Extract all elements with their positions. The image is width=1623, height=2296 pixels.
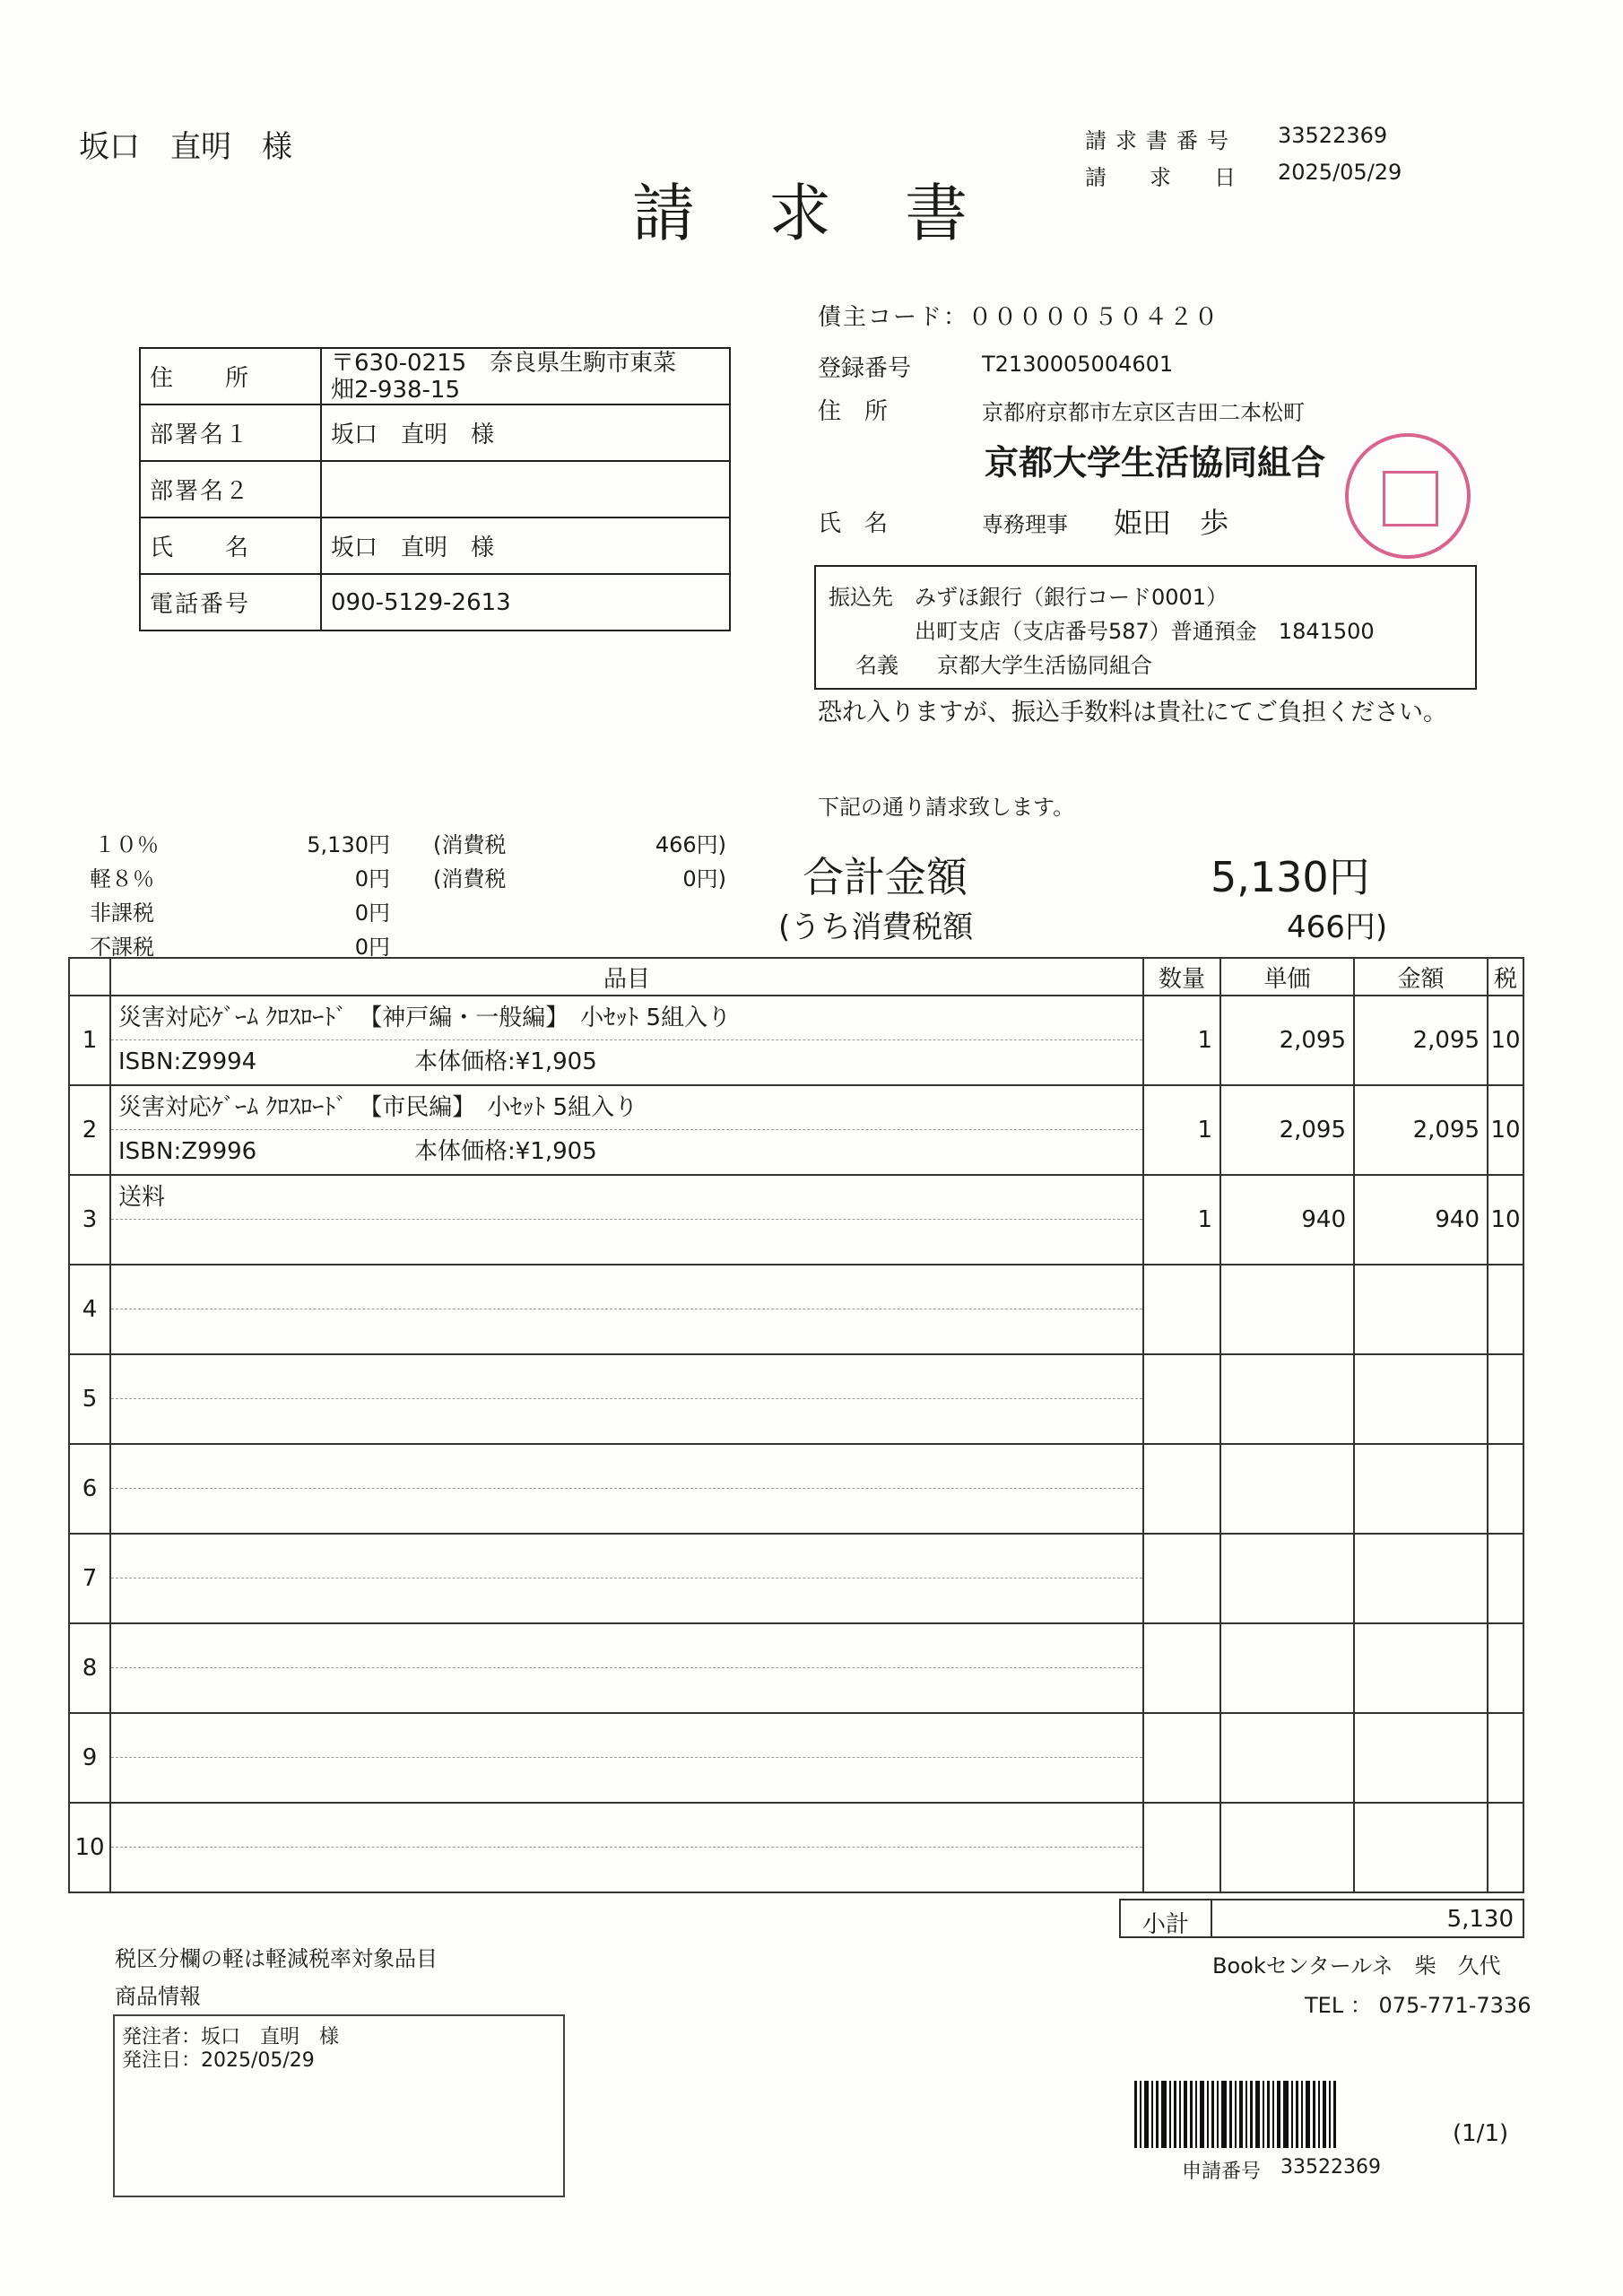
desc-line2 xyxy=(111,1220,1142,1264)
barcode-bar xyxy=(1318,2081,1320,2148)
fee-note: 恐れ入りますが、振込手数料は貴社にてご負担ください。 xyxy=(818,699,1447,726)
issuer-address-label: 住 所 xyxy=(818,398,889,425)
barcode-bar xyxy=(1221,2081,1227,2148)
row-amount xyxy=(1354,1803,1488,1892)
request-note: 下記の通り請求致します。 xyxy=(818,795,1075,820)
row-qty xyxy=(1143,1623,1220,1713)
barcode-bar xyxy=(1296,2081,1298,2148)
account-name: 京都大学生活協同組合 xyxy=(937,653,1152,678)
account-name-label: 名義 xyxy=(855,653,898,678)
customer-label: 部署名２ xyxy=(140,461,321,517)
barcode-bar xyxy=(1140,2081,1141,2148)
tax-amount: 5,130円 xyxy=(307,832,390,857)
row-qty xyxy=(1143,1534,1220,1623)
row-unit-price xyxy=(1220,1534,1354,1623)
row-qty: 1 xyxy=(1143,1085,1220,1175)
desc-line1 xyxy=(111,1535,1142,1578)
store-name: Bookセンタールネ 柴 久代 xyxy=(1212,1953,1501,1979)
row-qty: 1 xyxy=(1143,1175,1220,1265)
barcode-bar xyxy=(1239,2081,1243,2148)
row-unit-price: 2,095 xyxy=(1220,996,1354,1085)
customer-name: 坂口 直明 様 xyxy=(79,129,292,165)
barcode-bar xyxy=(1161,2081,1167,2148)
store-tel: TEL ： 075-771-7336 xyxy=(1305,1993,1532,2018)
barcode-bar xyxy=(1207,2081,1209,2148)
reduced-tax-note: 税区分欄の軽は軽減税率対象品目 xyxy=(115,1946,438,1971)
total-tax-label: (うち消費税額 xyxy=(778,909,974,945)
row-amount xyxy=(1354,1354,1488,1444)
barcode-bar xyxy=(1283,2081,1289,2148)
row-unit-price xyxy=(1220,1444,1354,1534)
row-unit-price xyxy=(1220,1354,1354,1444)
row-no: 7 xyxy=(69,1534,110,1623)
tax-value: 0円) xyxy=(682,866,726,891)
base-price: 本体価格:¥1,905 xyxy=(414,1048,597,1075)
barcode-bar xyxy=(1301,2081,1303,2148)
barcode-bar xyxy=(1306,2081,1310,2148)
row-no: 3 xyxy=(69,1175,110,1265)
tax-rate: 不課税 xyxy=(90,935,154,960)
barcode-bar xyxy=(1263,2081,1264,2148)
barcode-bar xyxy=(1313,2081,1315,2148)
customer-value xyxy=(321,461,730,517)
row-amount xyxy=(1354,1444,1488,1534)
barcode-bar xyxy=(1200,2081,1204,2148)
page-indicator: (1/1) xyxy=(1453,2120,1509,2147)
invoice-no-label: 請求書番号 xyxy=(1085,128,1237,153)
row-tax xyxy=(1488,1803,1523,1892)
table-row xyxy=(69,1444,1523,1534)
customer-value: 坂口 直明 様 xyxy=(321,517,730,574)
desc-line2 xyxy=(111,1758,1142,1802)
row-tax xyxy=(1488,1265,1523,1354)
barcode-bar xyxy=(1134,2081,1137,2148)
application-no: 33522369 xyxy=(1280,2156,1381,2179)
table-row xyxy=(69,1623,1523,1713)
table-row xyxy=(69,1534,1523,1623)
barcode-bar xyxy=(1333,2081,1336,2148)
bank-box xyxy=(814,565,1477,690)
row-amount xyxy=(1354,1713,1488,1803)
desc-line1 xyxy=(111,1714,1142,1758)
barcode-bar xyxy=(1184,2081,1187,2148)
barcode-bar xyxy=(1245,2081,1247,2148)
desc-line2 xyxy=(111,1399,1142,1443)
barcode-bar xyxy=(1323,2081,1326,2148)
address-line2: 畑2-938-15 xyxy=(331,376,461,404)
row-tax: 10 xyxy=(1488,996,1523,1085)
table-row xyxy=(69,1175,1523,1265)
row-qty xyxy=(1143,1803,1220,1892)
table-row xyxy=(69,1803,1523,1892)
table-row xyxy=(69,1354,1523,1444)
registration-label: 登録番号 xyxy=(818,355,912,382)
isbn: ISBN:Z9996 xyxy=(118,1138,257,1165)
row-no: 1 xyxy=(69,996,110,1085)
customer-value: 坂口 直明 様 xyxy=(321,404,730,461)
page-title: 請 求 書 xyxy=(632,177,973,250)
barcode-bar xyxy=(1179,2081,1181,2148)
barcode-bar xyxy=(1151,2081,1153,2148)
desc-line2 xyxy=(111,1668,1142,1712)
barcode-bar xyxy=(1267,2081,1270,2148)
items-header-row xyxy=(69,958,1523,996)
barcode-bar xyxy=(1291,2081,1293,2148)
desc-line1: 災害対応ｹﾞｰﾑ ｸﾛｽﾛｰﾄﾞ 【神戸編・一般編】 小ｾｯﾄ 5組入り xyxy=(111,996,1142,1040)
customer-row xyxy=(140,461,730,517)
orderer: 発注者：坂口 直明 様 xyxy=(122,2026,340,2048)
col-amount: 金額 xyxy=(1354,958,1488,996)
product-info-label: 商品情報 xyxy=(115,1984,201,2009)
issuer-name-label: 氏 名 xyxy=(818,510,889,537)
col-unit: 単価 xyxy=(1220,958,1354,996)
tax-amount: 0円 xyxy=(354,900,390,926)
issuer-org: 京都大学生活協同組合 xyxy=(985,443,1326,483)
invoice-date-label: 請 求 日 xyxy=(1085,165,1236,190)
desc-line2 xyxy=(111,1309,1142,1353)
row-amount: 2,095 xyxy=(1354,1085,1488,1175)
customer-label: 部署名１ xyxy=(140,404,321,461)
bank-line1: みずほ銀行（銀行コード0001） xyxy=(915,585,1228,610)
table-row xyxy=(69,996,1523,1085)
subtotal-divider xyxy=(1211,1900,1212,1936)
barcode-bar xyxy=(1211,2081,1214,2148)
col-desc: 品目 xyxy=(110,958,1143,996)
col-tax: 税 xyxy=(1488,958,1523,996)
row-desc xyxy=(110,1623,1143,1713)
desc-line1: 送料 xyxy=(111,1176,1142,1220)
tax-value: 466円) xyxy=(655,832,726,857)
desc-line1 xyxy=(111,1624,1142,1668)
barcode-bar xyxy=(1235,2081,1237,2148)
row-amount xyxy=(1354,1265,1488,1354)
issuer-title: 専務理事 xyxy=(982,512,1068,537)
row-desc xyxy=(110,996,1143,1085)
tax-amount: 0円 xyxy=(354,935,390,960)
row-no: 6 xyxy=(69,1444,110,1534)
col-no xyxy=(69,958,110,996)
issuer-person: 姫田 歩 xyxy=(1114,506,1229,540)
customer-row xyxy=(140,517,730,574)
col-qty: 数量 xyxy=(1143,958,1220,996)
customer-value: 090-5129-2613 xyxy=(321,574,730,631)
row-unit-price xyxy=(1220,1265,1354,1354)
row-no: 10 xyxy=(69,1803,110,1892)
row-desc xyxy=(110,1175,1143,1265)
customer-info-table xyxy=(139,347,731,631)
desc-line2 xyxy=(111,1130,1142,1174)
row-qty xyxy=(1143,1444,1220,1534)
row-qty: 1 xyxy=(1143,996,1220,1085)
row-tax xyxy=(1488,1713,1523,1803)
bank-label: 振込先 xyxy=(829,585,893,610)
total-label: 合計金額 xyxy=(803,853,968,901)
tax-rate: 軽８％ xyxy=(90,866,154,891)
barcode-bar xyxy=(1144,2081,1149,2148)
row-unit-price xyxy=(1220,1623,1354,1713)
issuer-address: 京都府京都市左京区吉田二本松町 xyxy=(982,400,1305,425)
application-label: 申請番号 xyxy=(1182,2161,1262,2183)
row-no: 9 xyxy=(69,1713,110,1803)
barcode-bar xyxy=(1217,2081,1219,2148)
row-desc xyxy=(110,1803,1143,1892)
barcode-bar xyxy=(1195,2081,1197,2148)
subtotal-label: 小計 xyxy=(1141,1911,1189,1938)
row-qty xyxy=(1143,1713,1220,1803)
row-amount xyxy=(1354,1534,1488,1623)
barcode-bar xyxy=(1255,2081,1260,2148)
row-amount: 2,095 xyxy=(1354,996,1488,1085)
subtotal-value: 5,130 xyxy=(1446,1906,1514,1933)
order-info-box xyxy=(113,2014,565,2197)
barcode-bar xyxy=(1229,2081,1232,2148)
table-row xyxy=(69,1085,1523,1175)
subtotal-box xyxy=(1119,1899,1524,1938)
row-tax: 10 xyxy=(1488,1175,1523,1265)
customer-label: 住 所 xyxy=(140,348,321,404)
base-price: 本体価格:¥1,905 xyxy=(414,1138,597,1165)
barcode-bar xyxy=(1190,2081,1193,2148)
barcode-bar xyxy=(1174,2081,1176,2148)
tax-label: (消費税 xyxy=(433,866,507,891)
desc-line2 xyxy=(111,1848,1142,1892)
bank-line2: 出町支店（支店番号587）普通預金 1841500 xyxy=(915,619,1375,644)
row-qty xyxy=(1143,1354,1220,1444)
row-qty xyxy=(1143,1265,1220,1354)
table-row xyxy=(69,1265,1523,1354)
order-date: 発注日：2025/05/29 xyxy=(122,2049,315,2072)
row-tax xyxy=(1488,1534,1523,1623)
row-unit-price: 940 xyxy=(1220,1175,1354,1265)
customer-row xyxy=(140,404,730,461)
row-tax xyxy=(1488,1354,1523,1444)
desc-line1 xyxy=(111,1355,1142,1399)
tax-label: (消費税 xyxy=(433,832,507,857)
row-amount: 940 xyxy=(1354,1175,1488,1265)
barcode-bar xyxy=(1329,2081,1331,2148)
row-desc xyxy=(110,1534,1143,1623)
barcode-bar xyxy=(1277,2081,1280,2148)
customer-row xyxy=(140,348,730,404)
invoice-no: 33522369 xyxy=(1278,123,1388,148)
barcode-bar xyxy=(1272,2081,1274,2148)
tax-rate: 非課税 xyxy=(90,900,154,926)
customer-row xyxy=(140,574,730,631)
tax-rate: １０％ xyxy=(94,832,159,857)
isbn: ISBN:Z9994 xyxy=(118,1048,257,1075)
row-desc xyxy=(110,1085,1143,1175)
barcode xyxy=(1134,2081,1403,2148)
seal-stamp xyxy=(1345,433,1471,559)
customer-value xyxy=(321,348,730,404)
barcode-bar xyxy=(1169,2081,1171,2148)
registration-no: T2130005004601 xyxy=(982,352,1174,377)
row-no: 2 xyxy=(69,1085,110,1175)
row-no: 4 xyxy=(69,1265,110,1354)
customer-label: 電話番号 xyxy=(140,574,321,631)
barcode-bar xyxy=(1250,2081,1253,2148)
desc-line2 xyxy=(111,1489,1142,1533)
items-table xyxy=(68,957,1524,1893)
desc-line1 xyxy=(111,1445,1142,1489)
row-no: 5 xyxy=(69,1354,110,1444)
row-unit-price xyxy=(1220,1803,1354,1892)
row-desc xyxy=(110,1444,1143,1534)
row-tax: 10 xyxy=(1488,1085,1523,1175)
row-tax xyxy=(1488,1623,1523,1713)
invoice-date: 2025/05/29 xyxy=(1278,160,1402,185)
creditor-code: 債主コード：０００００５０４２０ xyxy=(818,304,1220,331)
row-desc xyxy=(110,1265,1143,1354)
row-unit-price: 2,095 xyxy=(1220,1085,1354,1175)
barcode-bar xyxy=(1156,2081,1159,2148)
desc-line2 xyxy=(111,1040,1142,1084)
row-desc xyxy=(110,1354,1143,1444)
row-no: 8 xyxy=(69,1623,110,1713)
total-amount: 5,130円 xyxy=(1211,853,1370,901)
desc-line1: 災害対応ｹﾞｰﾑ ｸﾛｽﾛｰﾄﾞ 【市民編】 小ｾｯﾄ 5組入り xyxy=(111,1086,1142,1130)
desc-line1 xyxy=(111,1804,1142,1848)
desc-line1 xyxy=(111,1265,1142,1309)
total-tax: 466円) xyxy=(1287,909,1388,945)
address-line1: 〒630-0215 奈良県生駒市東菜 xyxy=(331,349,677,377)
customer-label: 氏 名 xyxy=(140,517,321,574)
desc-line2 xyxy=(111,1578,1142,1622)
table-row xyxy=(69,1713,1523,1803)
row-tax xyxy=(1488,1444,1523,1534)
row-amount xyxy=(1354,1623,1488,1713)
row-unit-price xyxy=(1220,1713,1354,1803)
tax-amount: 0円 xyxy=(354,866,390,891)
row-desc xyxy=(110,1713,1143,1803)
